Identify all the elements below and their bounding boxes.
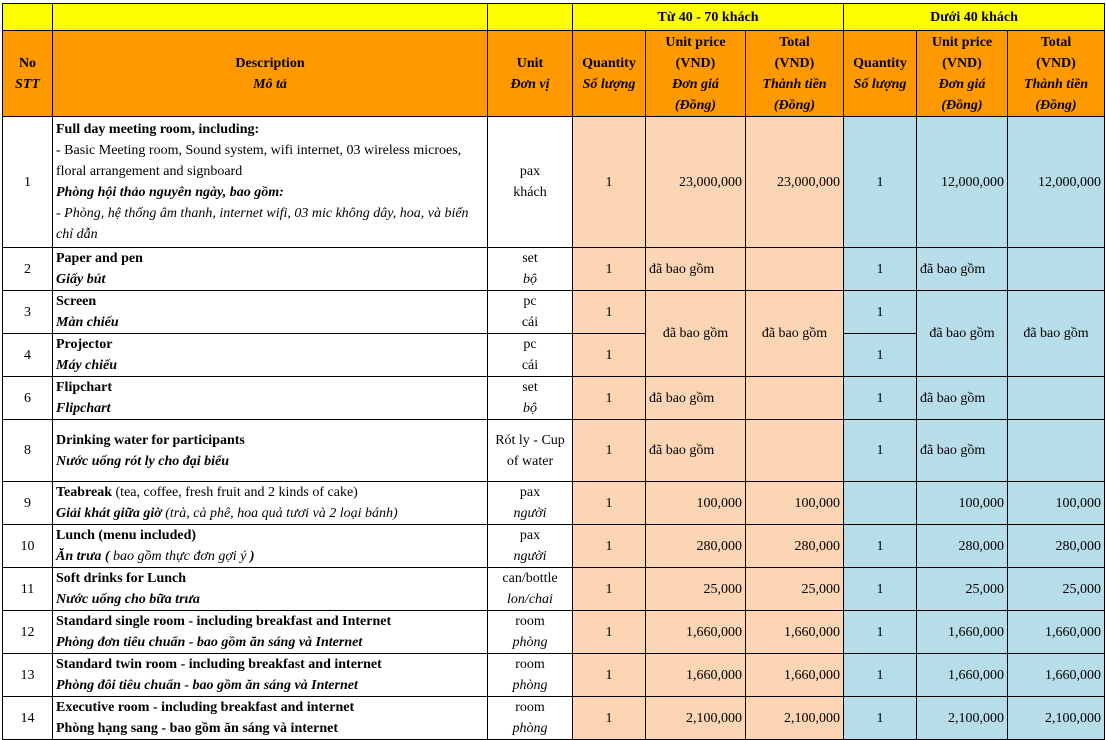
column-header-row (3, 31, 1105, 117)
quantity-cell: 1 (573, 482, 646, 525)
description-cell (53, 482, 488, 525)
quantity-header-b (844, 31, 917, 117)
quantity-cell: 1 (573, 568, 646, 611)
header-line: Thành tiền (762, 76, 827, 92)
unit-text: room (515, 614, 545, 629)
table-row (3, 420, 1105, 482)
total-cell (746, 377, 844, 420)
header-line: (VND) (1036, 55, 1076, 71)
unit-header (488, 31, 573, 117)
description-text: Lunch (menu included) (56, 528, 197, 543)
total-cell (746, 420, 844, 482)
unit-text: pc (523, 294, 537, 309)
unit-cell (488, 697, 573, 740)
unit-price-cell: đã bao gồm (646, 291, 746, 377)
quantity-cell: 1 (844, 568, 917, 611)
header-line: Đơn vị (510, 76, 550, 92)
unit-text: khách (513, 185, 547, 200)
description-text: Flipchart (56, 380, 112, 395)
description-line (56, 182, 484, 203)
header-line: Số lượng (853, 76, 907, 92)
row-number: 2 (3, 248, 53, 291)
description-text: Giấy bút (56, 272, 106, 287)
unit-text: bộ (523, 401, 537, 416)
description-line (56, 248, 484, 269)
description-text: - Basic Meeting room, Sound system, wifi internet, 03 wireless microes, floral arrangement and signboard (56, 143, 462, 179)
description-text: Phòng hội thảo nguyên ngày, bao gồm: (56, 185, 284, 200)
description-cell (53, 334, 488, 377)
header-line: Quantity (582, 55, 636, 71)
unit-text: pc (523, 337, 537, 352)
unit-price-cell: 12,000,000 (917, 117, 1008, 248)
header-line: (Đồng) (941, 97, 983, 113)
total-cell (1008, 420, 1105, 482)
quantity-cell (844, 482, 917, 525)
total-cell: đã bao gồm (746, 291, 844, 377)
total-cell (1008, 377, 1105, 420)
total-cell: 1,660,000 (746, 654, 844, 697)
description-cell (53, 248, 488, 291)
description-cell (53, 420, 488, 482)
description-text: Full day meeting room, including: (56, 122, 260, 137)
table-row (3, 611, 1105, 654)
empty-cell (488, 4, 573, 31)
unit-text: phòng (512, 721, 548, 736)
unit-text: room (515, 700, 545, 715)
header-line: Quantity (853, 55, 907, 71)
description-line (56, 654, 484, 675)
unit-text: room (515, 657, 545, 672)
description-header (53, 31, 488, 117)
quantity-cell: 1 (573, 334, 646, 377)
header-line: No (18, 55, 37, 71)
unit-text: pax (519, 164, 541, 179)
row-number: 6 (3, 377, 53, 420)
quantity-cell: 1 (844, 291, 917, 334)
header-line: (Đồng) (1035, 97, 1077, 113)
unit-cell (488, 377, 573, 420)
unit-price-cell: 23,000,000 (646, 117, 746, 248)
description-line (56, 398, 484, 419)
header-line: (VND) (774, 55, 815, 71)
description-line (56, 589, 484, 610)
total-cell (1008, 248, 1105, 291)
description-text: (tea, coffee, fresh fruit and 2 kinds of cake) (112, 485, 358, 500)
header-line: Total (1040, 34, 1072, 50)
quantity-cell: 1 (573, 291, 646, 334)
quantity-cell: 1 (844, 654, 917, 697)
description-line (56, 525, 484, 546)
description-text: Phòng hạng sang - bao gồm ăn sáng và internet (56, 721, 338, 736)
unit-text: phòng (512, 678, 548, 693)
unit-text: pax (519, 528, 541, 543)
unit-price-cell: đã bao gồm (646, 377, 746, 420)
total-header-a (746, 31, 844, 117)
empty-cell (3, 4, 53, 31)
description-text: Screen (56, 294, 97, 309)
unit-price-cell: 1,660,000 (917, 611, 1008, 654)
total-header-b (1008, 31, 1105, 117)
total-cell: 23,000,000 (746, 117, 844, 248)
quantity-cell: 1 (844, 420, 917, 482)
header-line: Unit (516, 55, 544, 71)
description-cell (53, 568, 488, 611)
description-line (56, 334, 484, 355)
description-text: Standard twin room - including breakfast and internet (56, 657, 382, 672)
row-number: 11 (3, 568, 53, 611)
unit-text: Rót ly - Cup of water (495, 432, 565, 469)
description-text: - Phòng, hệ thống âm thanh, internet wifi, 03 mic không dây, hoa, và biển chỉ dẫn (56, 206, 469, 242)
unit-price-cell: 100,000 (646, 482, 746, 525)
description-text: Flipchart (56, 401, 111, 416)
unit-cell (488, 291, 573, 334)
header-line: (Đồng) (674, 97, 717, 113)
quantity-cell: 1 (573, 248, 646, 291)
description-text: ) (246, 549, 255, 564)
table-row (3, 248, 1105, 291)
quantity-cell: 1 (573, 697, 646, 740)
description-cell (53, 291, 488, 334)
header-line: Thành tiền (1023, 76, 1089, 92)
unit-price-cell: đã bao gồm (917, 420, 1008, 482)
unit-price-cell: 280,000 (917, 525, 1008, 568)
description-cell (53, 697, 488, 740)
description-line (56, 482, 484, 503)
quantity-cell: 1 (844, 117, 917, 248)
description-text: Drinking water for participants (56, 432, 245, 448)
quantity-cell: 1 (844, 377, 917, 420)
total-cell: 1,660,000 (1008, 611, 1105, 654)
table-row (3, 377, 1105, 420)
unit-cell (488, 525, 573, 568)
unit-text: người (513, 506, 547, 521)
description-cell (53, 654, 488, 697)
unit-price-cell: 1,660,000 (646, 611, 746, 654)
description-text: Màn chiếu (56, 315, 119, 330)
unit-cell (488, 654, 573, 697)
description-line (56, 203, 484, 245)
total-cell: 280,000 (746, 525, 844, 568)
description-line (56, 632, 484, 653)
quantity-cell: 1 (573, 654, 646, 697)
header-line: (VND) (675, 55, 716, 71)
quantity-cell: 1 (573, 377, 646, 420)
unit-text: phòng (512, 635, 548, 650)
quantity-cell: 1 (844, 525, 917, 568)
total-cell: đã bao gồm (1008, 291, 1105, 377)
unit-cell (488, 420, 573, 482)
unit-price-cell: 2,100,000 (646, 697, 746, 740)
unit-price-cell: đã bao gồm (917, 248, 1008, 291)
quantity-cell: 1 (844, 334, 917, 377)
row-number: 1 (3, 117, 53, 248)
description-text: Giải khát giữa giờ (56, 506, 162, 521)
unit-cell (488, 117, 573, 248)
description-text: Ăn trưa ( (56, 549, 110, 564)
unit-text: cái (521, 315, 539, 330)
header-line: (Đồng) (773, 97, 816, 113)
unit-price-header-b (917, 31, 1008, 117)
group-header-row (3, 4, 1105, 31)
header-line: Mô tả (253, 76, 287, 92)
quantity-header-a (573, 31, 646, 117)
header-line: Description (235, 55, 305, 71)
quantity-cell: 1 (844, 611, 917, 654)
quantity-cell: 1 (573, 420, 646, 482)
description-text: Phòng đơn tiêu chuẩn - bao gồm ăn sáng và Internet (56, 635, 363, 650)
quantity-cell: 1 (573, 611, 646, 654)
description-text: Soft drinks for Lunch (56, 571, 187, 586)
table-row (3, 291, 1105, 334)
unit-price-cell: 25,000 (646, 568, 746, 611)
header-line: Unit price (931, 34, 993, 50)
group-40-70-header: Từ 40 - 70 khách (573, 4, 844, 31)
header-line: STT (15, 76, 40, 92)
unit-price-cell: đã bao gồm (646, 248, 746, 291)
unit-cell (488, 611, 573, 654)
header-line: Đơn giá (672, 76, 719, 92)
unit-price-cell: 2,100,000 (917, 697, 1008, 740)
row-number: 14 (3, 697, 53, 740)
unit-text: người (513, 549, 547, 564)
unit-text: set (522, 380, 538, 395)
unit-cell (488, 568, 573, 611)
unit-text: lon/chai (507, 592, 553, 607)
row-number: 10 (3, 525, 53, 568)
description-line (56, 503, 484, 524)
description-line (56, 119, 484, 140)
unit-cell (488, 248, 573, 291)
quantity-cell: 1 (844, 248, 917, 291)
total-cell: 25,000 (746, 568, 844, 611)
total-cell: 2,100,000 (1008, 697, 1105, 740)
unit-price-cell: 100,000 (917, 482, 1008, 525)
total-cell: 100,000 (1008, 482, 1105, 525)
description-text: (trà, cà phê, hoa quả tươi và 2 loại bánh) (161, 506, 398, 521)
row-number: 9 (3, 482, 53, 525)
description-text: Nước uống cho bữa trưa (56, 592, 200, 607)
unit-price-cell: đã bao gồm (917, 291, 1008, 377)
description-line (56, 697, 484, 718)
description-cell (53, 377, 488, 420)
table-row (3, 482, 1105, 525)
unit-text: can/bottle (502, 571, 558, 586)
unit-price-cell: đã bao gồm (917, 377, 1008, 420)
row-number: 12 (3, 611, 53, 654)
table-row (3, 654, 1105, 697)
description-line (56, 140, 484, 182)
description-text: Standard single room - including breakfast and Internet (56, 614, 392, 629)
group-under-40-header: Dưới 40 khách (844, 4, 1105, 31)
header-line: (VND) (942, 55, 982, 71)
description-text: Executive room - including breakfast and internet (56, 700, 355, 715)
header-line: Đơn giá (938, 76, 986, 92)
total-cell: 1,660,000 (746, 611, 844, 654)
row-number: 4 (3, 334, 53, 377)
unit-price-cell: 280,000 (646, 525, 746, 568)
unit-price-cell: 25,000 (917, 568, 1008, 611)
description-text: Projector (56, 337, 113, 352)
row-number: 8 (3, 420, 53, 482)
unit-cell (488, 334, 573, 377)
description-line (56, 291, 484, 312)
pricing-table (2, 3, 1105, 740)
unit-text: set (522, 251, 538, 266)
description-cell (53, 611, 488, 654)
description-line (56, 312, 484, 333)
description-text: Phòng đôi tiêu chuẩn - bao gồm ăn sáng và Internet (56, 678, 358, 693)
total-cell: 12,000,000 (1008, 117, 1105, 248)
unit-price-header-a (646, 31, 746, 117)
description-text: Paper and pen (56, 251, 143, 266)
unit-text: pax (519, 485, 541, 500)
description-cell (53, 525, 488, 568)
description-line (56, 355, 484, 376)
total-cell: 1,660,000 (1008, 654, 1105, 697)
description-line (56, 451, 484, 472)
total-cell: 100,000 (746, 482, 844, 525)
quantity-cell: 1 (573, 525, 646, 568)
total-cell (746, 248, 844, 291)
quantity-cell: 1 (573, 117, 646, 248)
row-number: 13 (3, 654, 53, 697)
header-line: Total (779, 34, 810, 50)
description-line (56, 718, 484, 739)
description-text: bao gồm thực đơn gợi ý (109, 549, 247, 564)
description-line (56, 568, 484, 589)
quantity-cell: 1 (844, 697, 917, 740)
description-line (56, 269, 484, 290)
header-line: Unit price (665, 34, 726, 50)
description-text: Teabreak (56, 485, 113, 500)
description-line (56, 377, 484, 398)
description-line (56, 675, 484, 696)
unit-text: bộ (523, 272, 537, 287)
description-line (56, 546, 484, 567)
table-row (3, 697, 1105, 740)
table-row (3, 117, 1105, 248)
description-line (56, 611, 484, 632)
header-line: Số lượng (582, 76, 636, 92)
unit-price-cell: 1,660,000 (917, 654, 1008, 697)
description-line (56, 430, 484, 451)
table-row (3, 568, 1105, 611)
unit-text: cái (521, 358, 539, 373)
description-cell (53, 117, 488, 248)
total-cell: 2,100,000 (746, 697, 844, 740)
no-header (3, 31, 53, 117)
description-text: Nước uống rót ly cho đại biểu (56, 453, 230, 469)
unit-price-cell: 1,660,000 (646, 654, 746, 697)
empty-cell (53, 4, 488, 31)
total-cell: 25,000 (1008, 568, 1105, 611)
table-row (3, 525, 1105, 568)
unit-price-cell: đã bao gồm (646, 420, 746, 482)
description-text: Máy chiếu (56, 358, 118, 373)
unit-cell (488, 482, 573, 525)
row-number: 3 (3, 291, 53, 334)
total-cell: 280,000 (1008, 525, 1105, 568)
